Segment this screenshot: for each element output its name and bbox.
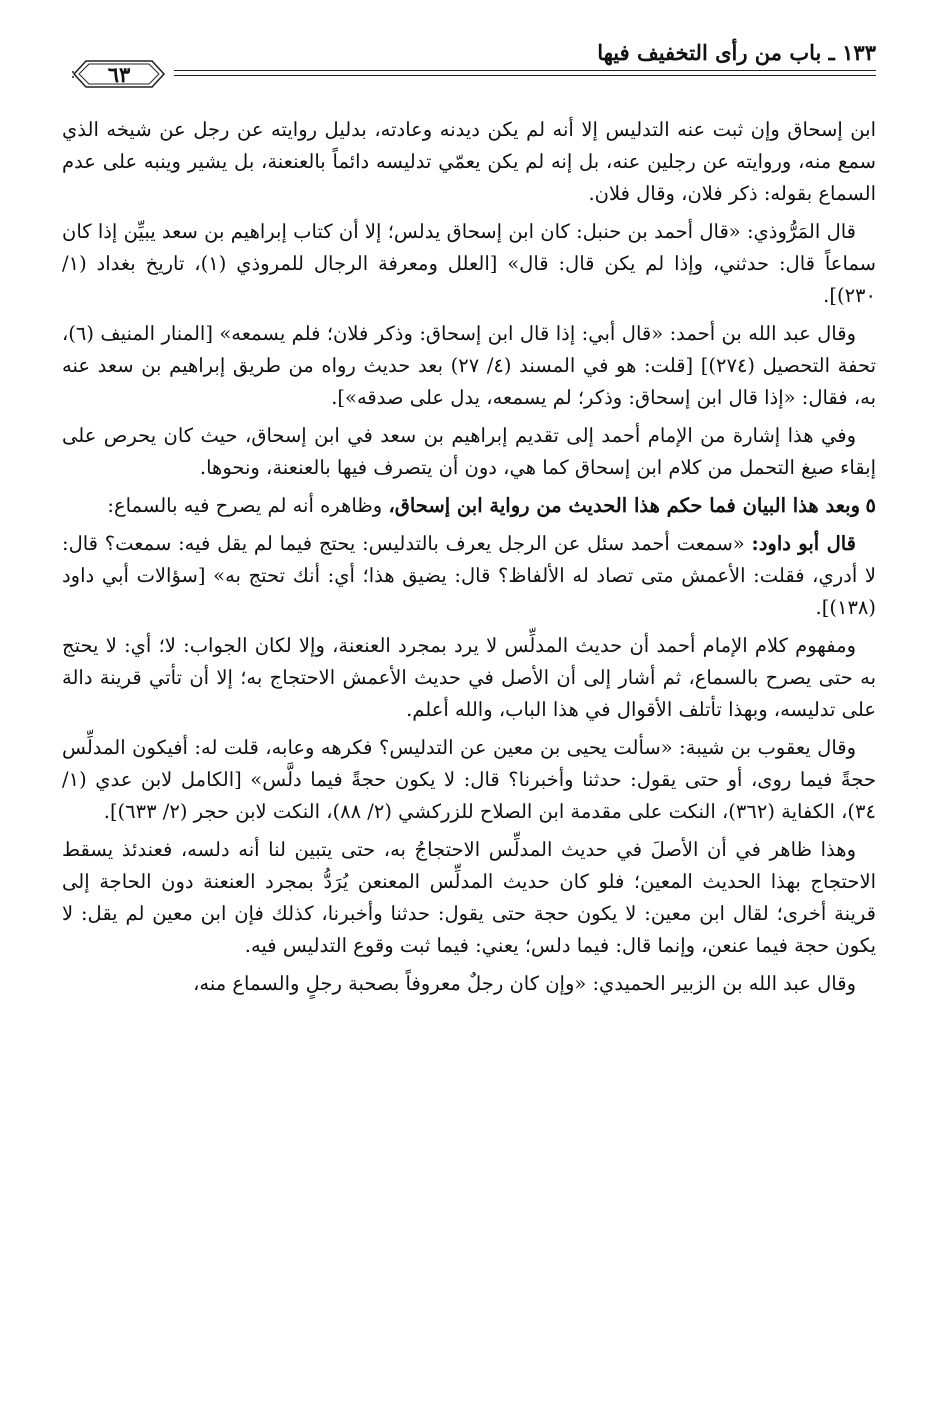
- paragraph-text: وقال يعقوب بن شيبة: «سألت يحيى بن معين عن التدليس؟ فكرهه وعابه، قلت له: أفيكون المدلِّس حجةً فيما روى، أو حتى يقول: حدثنا وأخبرنا؟ قال: لا يكون حجةً فيما دلَّس» [الكامل لابن عدي (١/ ٣٤)، الكفاية (٣٦٢)، النكت على مقدمة ابن الصلاح للزركشي (٢/ ٨٨)، النكت لابن حجر (٢/ ٦٣٣)].: [62, 736, 876, 823]
- paragraph-text: وهذا ظاهر في أن الأصلَ في حديث المدلِّس الاحتجاجُ به، حتى يتبين لنا أنه دلسه، فعندئذ يسقط الاحتجاج بهذا الحديث المعين؛ فلو كان حديث المدلِّس المعنعن يُرَدُّ بمجرد العنعنة دون الحاجة إلى قرينة أخرى؛ لقال ابن معين: لا يكون حجة حتى يقول: حدثنا وأخبرنا، كذلك فإن ابن معين لم يقل: لا يكون حجة فيما عنعن، وإنما قال: فيما دلس؛ يعني: فيما ثبت وقوع التدليس فيه.: [62, 838, 876, 957]
- paragraph: [62, 630, 876, 726]
- paragraph-text: ومفهوم كلام الإمام أحمد أن حديث المدلِّس لا يرد بمجرد العنعنة، وإلا لكان الجواب: لا؛ أي: لا يحتج به حتى يصرح بالسماع، ثم أشار إلى أن الأصل في حديث الأعمش الاحتجاج به؛ إلا أن تأتي قرينة دالة على تدليسه، وبهذا تأتلف الأقوال في هذا الباب، والله أعلم.: [62, 634, 876, 721]
- paragraph: [62, 114, 876, 210]
- paragraph-text: قال المَرُّوذي: «قال أحمد بن حنبل: كان ابن إسحاق يدلس؛ إلا أن كتاب إبراهيم بن سعد يبيِّن إذا كان سماعاً قال: حدثني، وإذا لم يكن قال: قال» [العلل ومعرفة الرجال للمروذي (١)، تاريخ بغداد (١/ ٢٣٠)].: [62, 220, 876, 307]
- header-rule: [174, 75, 876, 76]
- paragraph: [62, 318, 876, 414]
- paragraph: [62, 732, 876, 828]
- bullet-icon: ٥: [865, 494, 876, 517]
- paragraph: [62, 216, 876, 312]
- paragraph-text: وقال عبد الله بن الزبير الحميدي: «وإن كان رجلٌ معروفاً بصحبة رجلٍ والسماع منه،: [193, 972, 856, 995]
- page-number: ٦٣: [107, 62, 131, 87]
- paragraph-text: «سمعت أحمد سئل عن الرجل يعرف بالتدليس: يحتج فيما لم يقل فيه: سمعت؟ قال: لا أدري، فقلت: الأعمش متى تصاد له الألفاظ؟ قال: يضيق هذا؛ أي: أنك تحتج به» [سؤالات أبي داود (١٣٨)].: [62, 532, 876, 619]
- paragraph: [62, 968, 876, 1000]
- page-header: [62, 40, 876, 100]
- paragraph-text: وقال عبد الله بن أحمد: «قال أبي: إذا قال ابن إسحاق: وذكر فلان؛ فلم يسمعه» [المنار المنيف (٦)، تحفة التحصيل (٢٧٤)] [قلت: هو في المسند (٤/ ٢٧) بعد حديث رواه من طريق إبراهيم بن سعد عنه به، فقال: «إذا قال ابن إسحاق: وذكر؛ لم يسمعه، يدل على صدقه»].: [62, 322, 876, 409]
- emphasized-text: وبعد هذا البيان فما حكم هذا الحديث من رواية ابن إسحاق،: [388, 494, 860, 517]
- page-number-badge: [72, 58, 166, 90]
- paragraph: [62, 420, 876, 484]
- paragraph-text: وظاهره أنه لم يصرح فيه بالسماع:: [107, 494, 389, 517]
- paragraph: [62, 834, 876, 962]
- paragraph-text: وفي هذا إشارة من الإمام أحمد إلى تقديم إبراهيم بن سعد في ابن إسحاق، حيث كان يحرص على إبقاء صيغ التحمل من كلام ابن إسحاق كما هي، دون أن يتصرف فيها بالعنعنة، ونحوها.: [62, 424, 876, 479]
- paragraph: [62, 528, 876, 624]
- running-title: ١٣٣ ـ باب من رأى التخفيف فيها: [597, 40, 876, 65]
- header-rule: [174, 70, 876, 71]
- paragraph-text: ابن إسحاق وإن ثبت عنه التدليس إلا أنه لم يكن ديدنه وعادته، بدليل روايته عن رجل عن شيخه الذي سمع منه، وروايته عن رجلين عنه، بل إنه لم يكن يعمّي تدليسه دائماً بالعنعنة، بل يشير وينبه على عدم السماع بقوله: ذكر فلان، وقال فلان.: [62, 118, 876, 205]
- paragraph: [62, 490, 876, 522]
- main-text: [62, 114, 876, 1006]
- emphasized-text: قال أبو داود:: [751, 532, 857, 555]
